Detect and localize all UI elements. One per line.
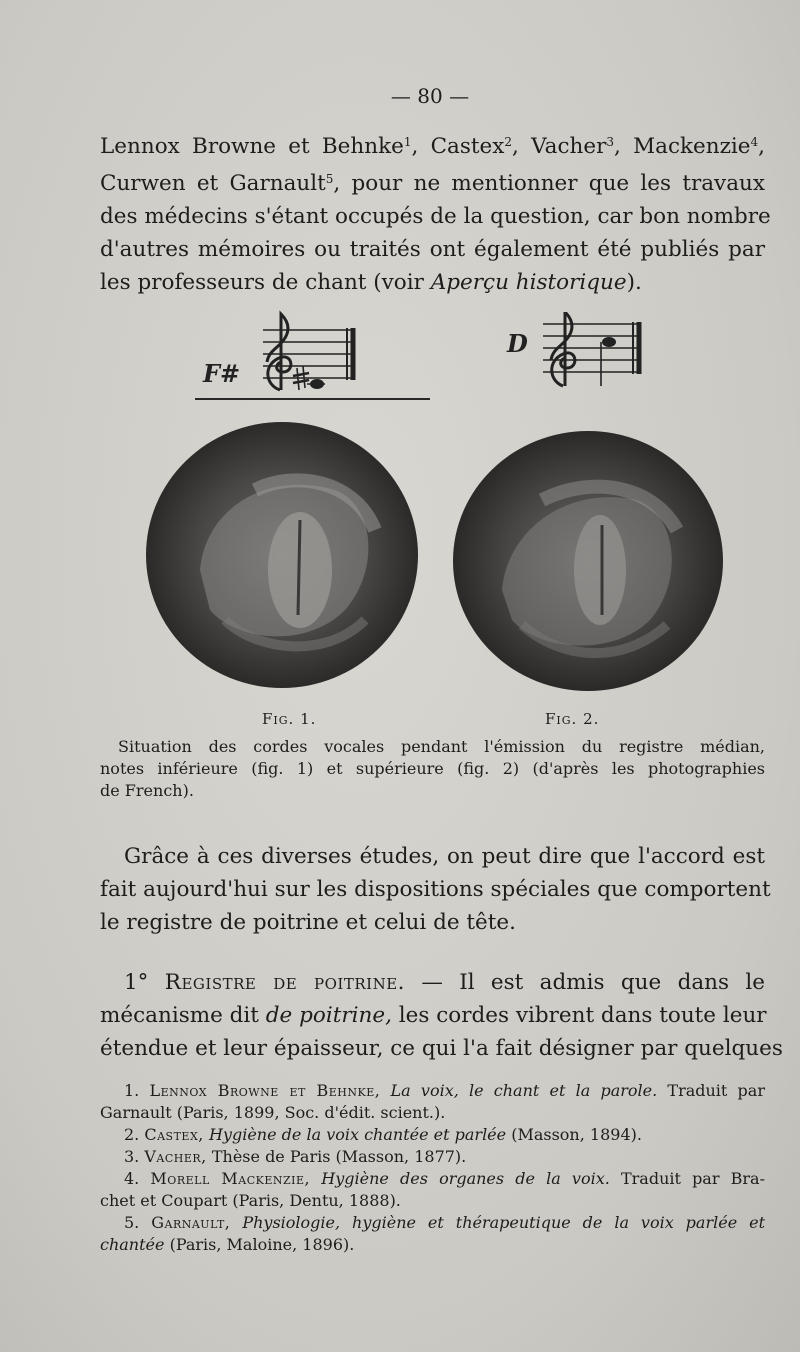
paragraph-registre-poitrine [100, 966, 783, 1065]
figure-1-label: Fig. 1. [262, 710, 317, 728]
figure-2-label: Fig. 2. [545, 710, 600, 728]
text-line: fait aujourd'hui sur les dispositions spéciales que comportent [100, 877, 771, 902]
text-line: le registre de poitrine et celui de tête. [100, 910, 516, 935]
footnote-3: 3. Vacher, Thèse de Paris (Masson, 1877). [124, 1147, 467, 1166]
paragraph-accord [100, 840, 771, 939]
text-line: Lennox Browne et Behnke$^1$, Castex$^2$, Vacher$^3$, Mackenzie$^4$, [100, 134, 766, 159]
footnote-1: 1. Lennox Browne et Behnke, La voix, le chant et la parole. Traduit par [124, 1081, 765, 1100]
footnote-5-cont: chantée (Paris, Maloine, 1896). [100, 1235, 355, 1254]
text-line: les professeurs de chant (voir Aperçu historique). [100, 270, 642, 295]
footnotes [100, 1080, 765, 1256]
text-line: mécanisme dit de poitrine, les cordes vibrent dans toute leur [100, 1003, 767, 1028]
page-number: — 80 — [390, 84, 470, 108]
note-label-f-sharp: F# [203, 359, 241, 388]
text-line: Curwen et Garnault$^5$, pour ne mentionner que les travaux [100, 171, 765, 196]
caption-line: Situation des cordes vocales pendant l'émission du registre médian, [118, 737, 765, 756]
footnote-4-cont: chet et Coupart (Paris, Dentu, 1888). [100, 1191, 401, 1210]
vocal-cords-photo-fig1 [145, 420, 420, 690]
divider-line [195, 398, 430, 400]
footnote-1-cont: Garnault (Paris, 1899, Soc. d'édit. scient.). [100, 1103, 446, 1122]
caption-line: notes inférieure (fig. 1) et supérieure (fig. 2) (d'après les photographies [100, 759, 765, 778]
text-line: étendue et leur épaisseur, ce qui l'a fait désigner par quelques [100, 1036, 783, 1061]
paragraph-references [100, 126, 771, 299]
note-label-d: D [507, 329, 528, 358]
text-line: des médecins s'étant occupés de la question, car bon nombre [100, 204, 771, 229]
footnote-4: 4. Morell Mackenzie, Hygiène des organes de la voix. Traduit par Bra- [124, 1169, 765, 1188]
footnote-2: 2. Castex, Hygiène de la voix chantée et parlée (Masson, 1894). [124, 1125, 642, 1144]
text-line: d'autres mémoires ou traités ont également été publiés par [100, 237, 765, 262]
vocal-cords-photo-fig2 [452, 430, 724, 692]
music-staff-f-sharp [195, 310, 365, 395]
footnote-5: 5. Garnault, Physiologie, hygiène et thérapeutique de la voix parlée et [124, 1213, 766, 1232]
music-staff-d [505, 312, 655, 392]
caption-line: de French). [100, 781, 194, 800]
text-line: 1° Registre de poitrine. — Il est admis que dans le [124, 970, 765, 995]
section-number: 1° [124, 970, 149, 995]
section-heading: Registre de poitrine. [164, 970, 405, 995]
text-line: Grâce à ces diverses études, on peut dire que l'accord est [124, 844, 765, 869]
figure-caption [100, 736, 765, 802]
